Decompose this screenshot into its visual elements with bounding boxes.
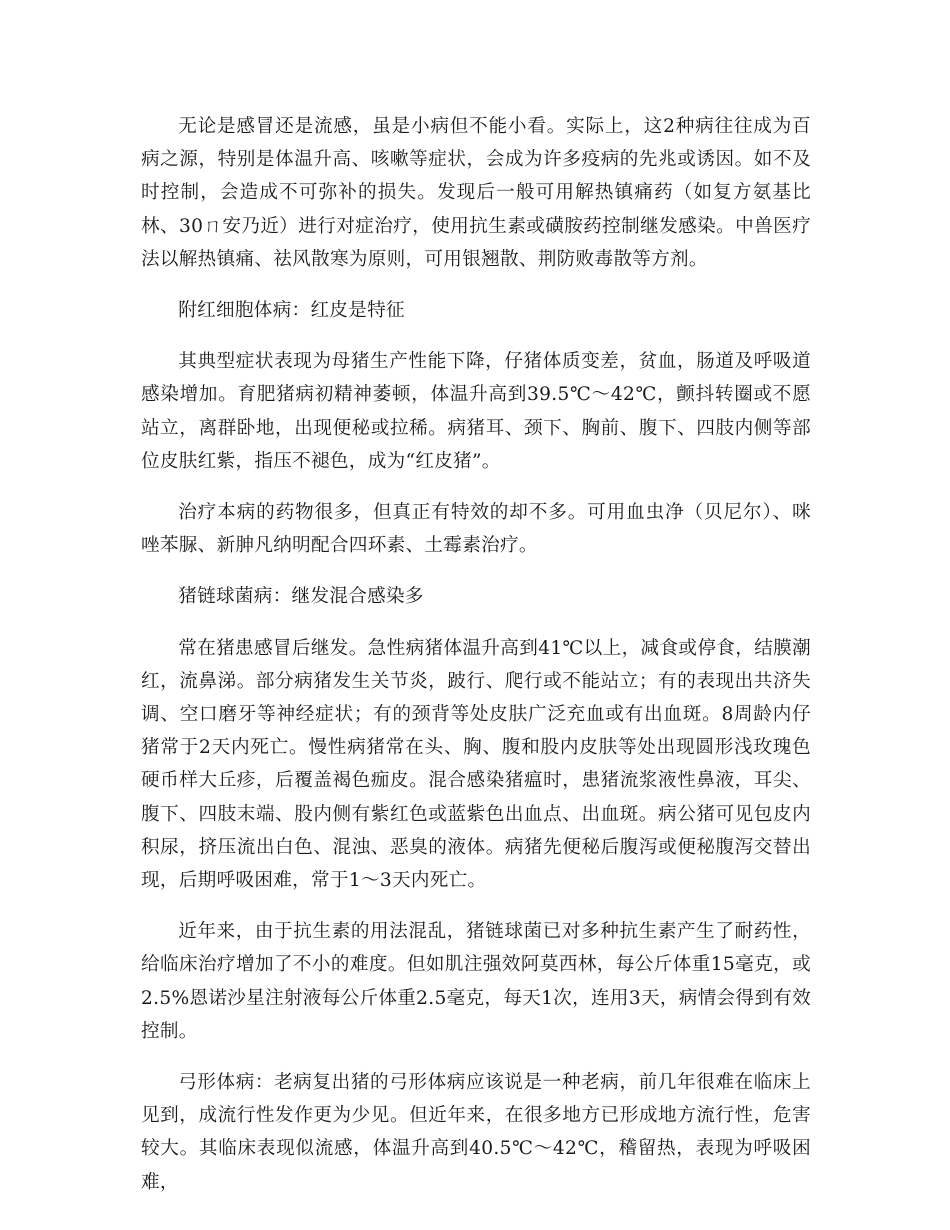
paragraph-toxoplasmosis: 弓形体病：老病复出猪的弓形体病应该说是一种老病，前几年很难在临床上见到，成流行性发作更为少见。但近年来，在很多地方已形成地方流行性，危害较大。其临床表现似流感，体温升高到40.5℃～42℃，稽留热，表现为呼吸困难， (141, 1072, 811, 1193)
paragraph-streptococcosis-treatment: 近年来，由于抗生素的用法混乱，猪链球菌已对多种抗生素产生了耐药性，给临床治疗增加了不小的难度。但如肌注强效阿莫西林，每公斤体重15毫克，或2.5%恩诺沙星注射液每公斤体重2.5毫克，每天1次，连用3天，病情会得到有效控制。 (141, 921, 811, 1042)
section-heading-eperythrozoonosis: 附红细胞体病：红皮是特征 (178, 300, 405, 322)
paragraph-streptococcosis-symptoms: 常在猪患感冒后继发。急性病猪体温升高到41℃以上，减食或停食，结膜潮红，流鼻涕。部分病猪发生关节炎，跛行、爬行或不能站立；有的表现出共济失调、空口磨牙等神经症状；有的颈背等处皮肤广泛充血或有出血斑。8周龄内仔猪常于2天内死亡。慢性病猪常在头、胸、腹和股内皮肤等处出现圆形浅玫瑰色硬币样大丘疹，后覆盖褐色痂皮。混合感染猪瘟时，患猪流浆液性鼻液，耳尖、腹下、四肢末端、股内侧有紫红色或蓝紫色出血点、出血斑。病公猪可见包皮内积尿，挤压流出白色、混浊、恶臭的液体。病猪先便秘后腹泻或便秘腹泻交替出现，后期呼吸困难，常于1～3天内死亡。 (141, 637, 811, 892)
paragraph-eperythrozoonosis-treatment: 治疗本病的药物很多，但真正有特效的却不多。可用血虫净（贝尼尔）、咪唑苯脲、新胂凡纳明配合四环素、土霉素治疗。 (141, 502, 811, 557)
document-body (141, 110, 811, 1199)
paragraph-influenza-treatment: 无论是感冒还是流感，虽是小病但不能小看。实际上，这2种病往往成为百病之源，特别是体温升高、咳嗽等症状，会成为许多疫病的先兆或诱因。如不及时控制，会造成不可弥补的损失。发现后一般可用解热镇痛药（如复方氨基比林、30ㄇ安乃近）进行对症治疗，使用抗生素或磺胺药控制继发感染。中兽医疗法以解热镇痛、祛风散寒为原则，可用银翘散、荆防败毒散等方剂。 (141, 116, 811, 270)
section-heading-streptococcosis: 猪链球菌病：继发混合感染多 (178, 586, 424, 608)
paragraph-eperythrozoonosis-symptoms: 其典型症状表现为母猪生产性能下降，仔猪体质变差，贫血，肠道及呼吸道感染增加。育肥猪病初精神萎顿，体温升高到39.5℃～42℃，颤抖转圈或不愿站立，离群卧地，出现便秘或拉稀。病猪耳、颈下、胸前、腹下、四肢内侧等部位皮肤红紫，指压不褪色，成为“红皮猪”。 (141, 351, 811, 472)
